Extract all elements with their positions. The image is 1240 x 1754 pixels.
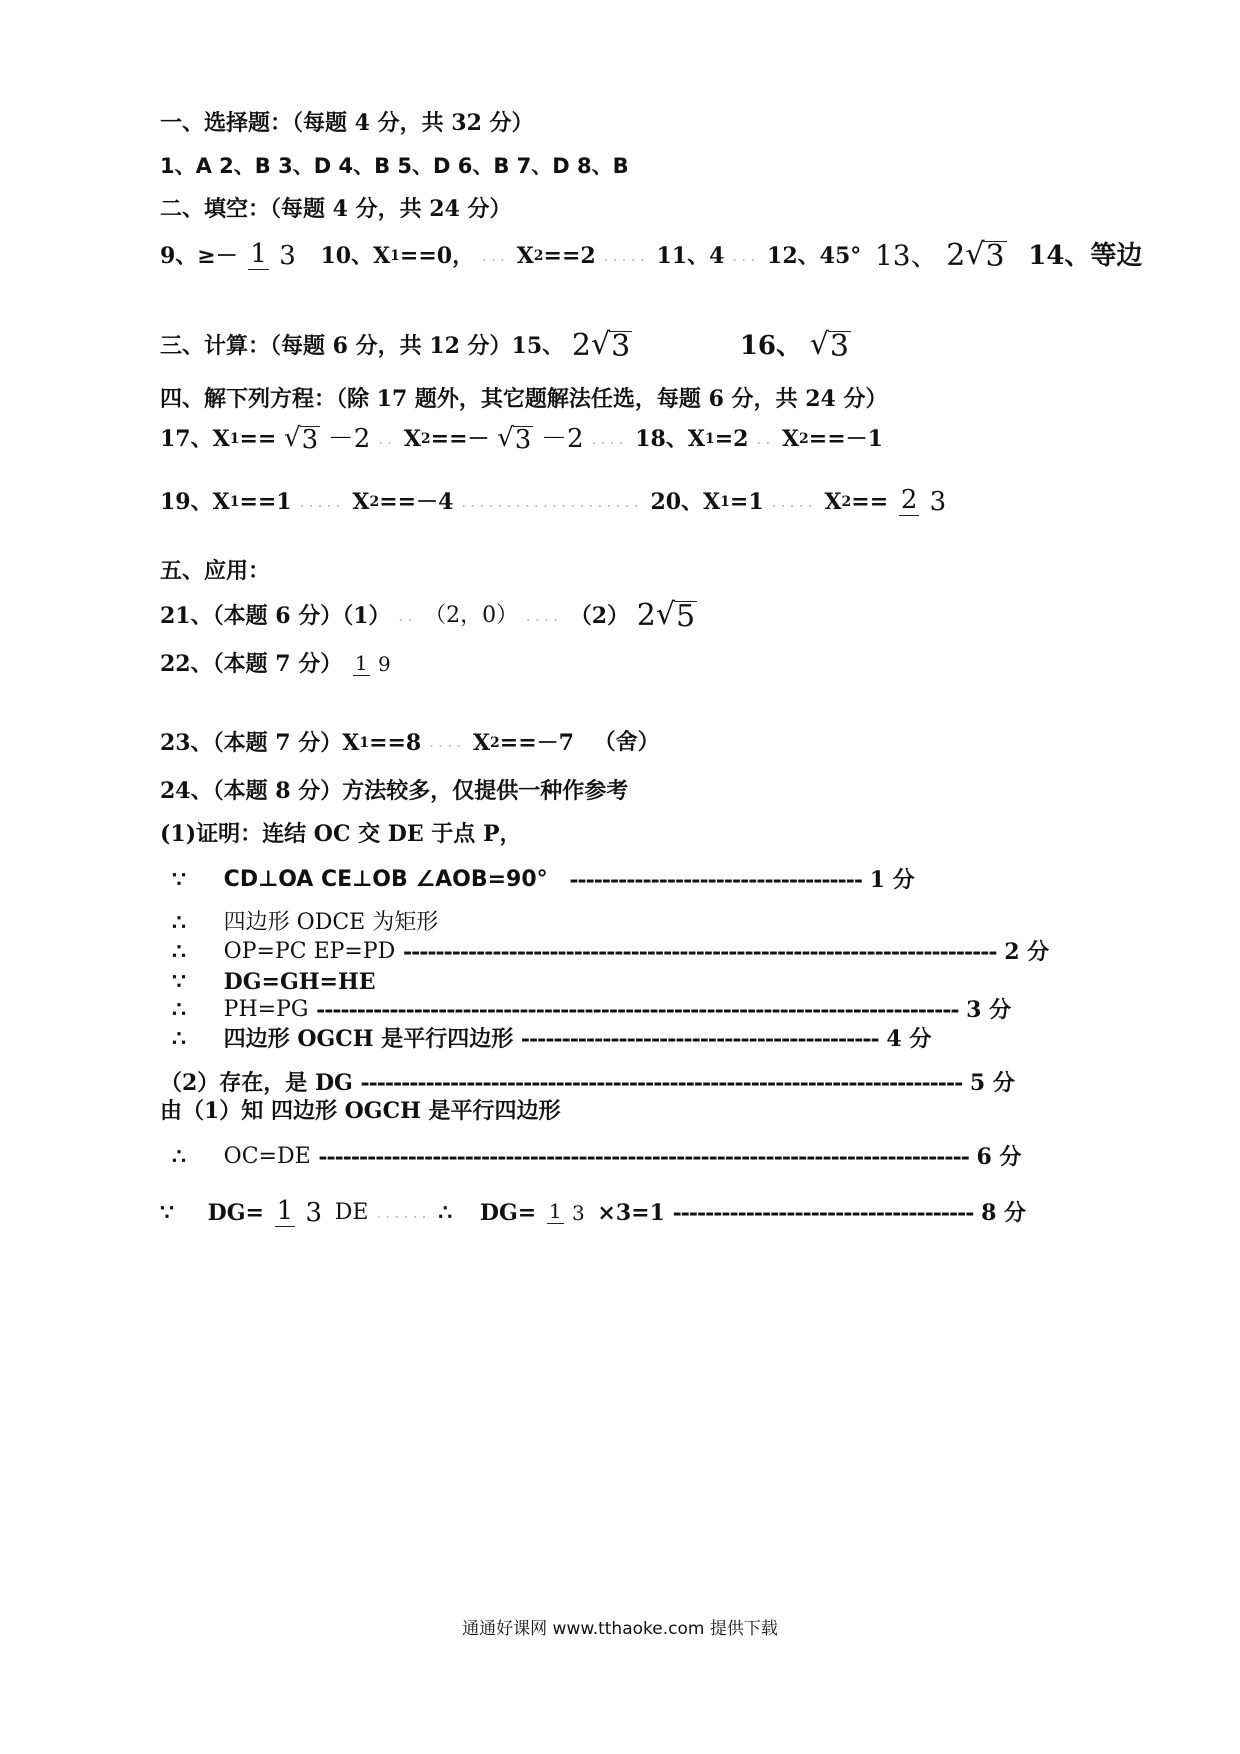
q9-denominator: 3 (279, 240, 296, 271)
q17-q18-line: 17、X1== √3 －2 .. X2==－ √3 －2 .... 18、X1=2 .. X2==－1 (160, 423, 883, 455)
q21-label: 21、（本题 6 分）（1） (160, 602, 391, 629)
section3-line (160, 327, 851, 364)
q10-x2: X2==2 (516, 243, 596, 270)
q11-answer: 11、4 (656, 242, 725, 269)
proof-step-8: ∵ DG= 1 3 DE ...... ∴ DG= 1 3 ×3=1 ------------------------------------- 8 分 (160, 1196, 1027, 1228)
q22-fraction: 1 9 (354, 650, 391, 676)
part2-line: （2）存在，是 DG -------------------------------------------------------------------------- 5 分 (160, 1070, 1015, 1096)
q18-x1: 18、X1=2 (635, 426, 749, 453)
section3-title: 三、计算：（每题 6 分，共 12 分）15、 (160, 332, 565, 359)
q17-x1: 17、X1== (160, 426, 277, 453)
proof-step-6: ∴ 四边形 OGCH 是平行四边形 -------------------------------------------- 4 分 (172, 1026, 932, 1052)
q23-note: （舍） (593, 729, 660, 755)
q20-x2: X2== (824, 489, 889, 516)
q14-answer: 14、等边 (1028, 240, 1143, 271)
q20-fraction: 2 3 (900, 485, 947, 517)
q22-line (160, 652, 396, 676)
section2-answers: 9、≥－ 1 3 10、X1==0， ... X2==2 ..... 11、4 ... 12、45° 13、 2√3 14、等边 (160, 237, 1143, 274)
q19-q20-line: 19、X1==1 ..... X2==－4 .................... 20、X1=1 ..... X2== 2 3 (160, 485, 947, 517)
q23-line: 23、（本题 7 分）X1==8 .... X2==－7 （舍） (160, 729, 660, 756)
proof-step-3: ∴ OP=PC EP=PD ------------------------------------------------------------------------- 2 分 (172, 939, 1050, 965)
page-footer: 通通好课网 www.tthaoke.com 提供下载 (462, 1619, 778, 1639)
q21-line: 21、（本题 6 分）（1） .. （2，0） .... （2） 2√5 (160, 597, 696, 634)
q13-label: 13、 (874, 238, 939, 272)
proof-step-4: ∵ DG=GH=HE (172, 969, 376, 995)
proof-step-5: ∴ PH=PG ------------------------------------------------------------------------------- 3 分 (172, 997, 1012, 1023)
p8-fraction-2: 1 3 (548, 1199, 585, 1225)
q17-tail1: －2 (327, 423, 371, 454)
proof-step-2: ∴ 四边形 ODCE 为矩形 (172, 910, 439, 936)
q15-sqrt: 2√3 (571, 327, 631, 364)
section4-title: 四、解下列方程：（除 17 题外，其它题解法任选，每题 6 分，共 24 分） (160, 386, 888, 412)
q23-x1: 23、（本题 7 分）X1==8 (160, 729, 422, 756)
q19-x1: 19、X1==1 (160, 489, 292, 516)
part2-reason: 由（1）知 四边形 OGCH 是平行四边形 (160, 1098, 561, 1124)
proof-step-7: ∴ OC=DE -------------------------------------------------------------------------------- 6 分 (172, 1144, 1022, 1170)
q21-sqrt: 2√5 (636, 597, 696, 634)
p8-fraction: 1 3 (276, 1196, 323, 1228)
section1-title: 一、选择题：（每题 4 分，共 32 分） (160, 110, 534, 136)
proof-intro: (1)证明：连结 OC 交 DE 于点 P， (160, 821, 522, 847)
q18-x2: X2==－1 (781, 426, 883, 453)
q17-x2: X2==－ (403, 426, 490, 453)
q9-fraction (248, 241, 297, 270)
q17-sqrt1: √3 (283, 423, 319, 455)
q13-sqrt: 2√3 (946, 237, 1005, 274)
q17-sqrt2: √3 (497, 423, 532, 455)
proof-step-1: ∵ CD⊥OA CE⊥OB ∠AOB=90° ------------------------------------ 1 分 (172, 867, 915, 893)
q24-title: 24、（本题 8 分）方法较多，仅提供一种作参考 (160, 778, 629, 804)
section1-answers: 1、A 2、B 3、D 4、B 5、D 6、B 7、D 8、B (160, 154, 629, 178)
q10-label: 10、X1==0， (320, 243, 475, 270)
q22-label: 22、（本题 7 分） (160, 651, 343, 677)
section2-title: 二、填空：（每题 4 分，共 24 分） (160, 196, 512, 222)
q16-label: 16、 (739, 330, 803, 361)
q19-x2: X2==－4 (352, 489, 454, 516)
q16-sqrt: √3 (809, 327, 849, 364)
q9-label: 9、≥－ (160, 242, 238, 269)
q12-answer: 12、45° (767, 242, 862, 269)
q23-x2: X2==－7 (472, 729, 574, 756)
section5-title: 五、应用： (160, 558, 271, 584)
q17-tail2: －2 (541, 423, 584, 454)
q21-answer1: （2，0） (424, 602, 519, 628)
q9-numerator: 1 (250, 239, 267, 270)
q20-x1: 20、X1=1 (650, 489, 764, 516)
q21-answer2-label: （2） (569, 602, 630, 629)
